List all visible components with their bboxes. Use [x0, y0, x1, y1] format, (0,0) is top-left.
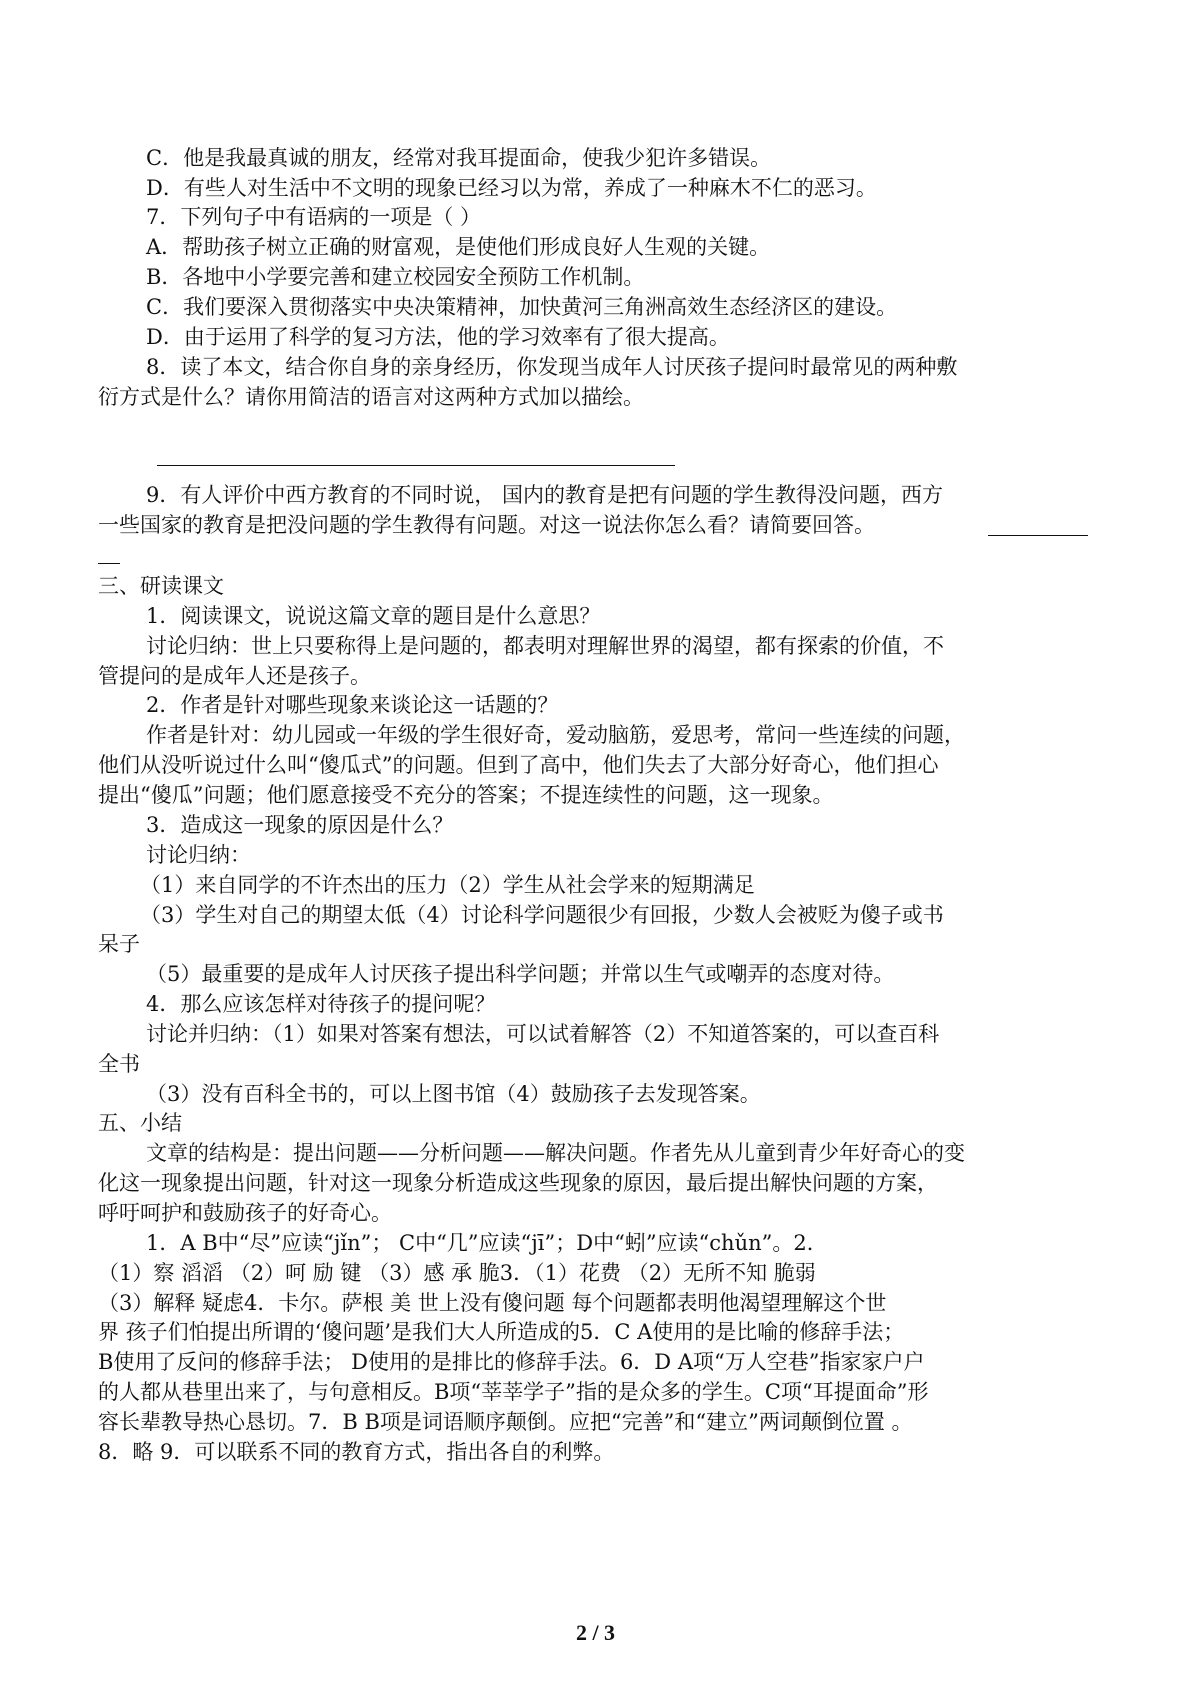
answer-blank-line-9-cont	[98, 563, 120, 564]
question-7: 7．下列句子中有语病的一项是（ ）	[146, 205, 482, 229]
q7-option-c: C．我们要深入贯彻落实中央决策精神，加快黄河三角洲高效生态经济区的建设。	[146, 295, 898, 319]
answer-key-line-7: 容长辈教导热心恳切。7．B B项是词语顺序颠倒。应把“完善”和“建立”两词颠倒位置 。	[98, 1410, 913, 1434]
section-heading-3: 三、研读课文	[98, 574, 224, 598]
question-8-cont: 衍方式是什么？请你用简洁的语言对这两种方式加以描绘。	[98, 385, 644, 409]
answer-blank-line-8	[157, 465, 675, 466]
option-c-line: C．他是我最真诚的朋友，经常对我耳提面命，使我少犯许多错误。	[146, 146, 772, 170]
answer-key-line-4: 界 孩子们怕提出所谓的‘傻问题’是我们大人所造成的5．C A使用的是比喻的修辞手法；	[98, 1320, 905, 1344]
answer-key-line-1: 1．A B中“尽”应读“jǐn”； C中“几”应读“jī”；D中“蚓”应读“chǔn”。2．	[146, 1231, 828, 1255]
q7-option-d: D．由于运用了科学的复习方法，他的学习效率有了很大提高。	[146, 325, 730, 349]
discussion-1-cont: 管提问的是成年人还是孩子。	[98, 664, 371, 688]
summary-line-2: 化这一现象提出问题，针对这一现象分析造成这些现象的原因，最后提出解快问题的方案，	[98, 1171, 938, 1195]
discussion-4-cont: 全书	[98, 1052, 140, 1076]
question-9-cont: 一些国家的教育是把没问题的学生教得有问题。对这一说法你怎么看？请简要回答。	[98, 513, 875, 537]
discussion-3-label: 讨论归纳：	[146, 843, 251, 867]
discussion-2: 作者是针对：幼儿园或一年级的学生很好奇，爱动脑筋，爱思考，常问一些连续的问题，	[146, 723, 965, 747]
page-number: 2 / 3	[575, 1620, 616, 1645]
answer-key-line-6: 的人都从巷里出来了，与句意相反。B项“莘莘学子”指的是众多的学生。C项“耳提面命”形	[98, 1380, 929, 1404]
answer-key-line-8: 8．略 9．可以联系不同的教育方式，指出各自的利弊。	[98, 1440, 615, 1464]
study-question-3: 3．造成这一现象的原因是什么？	[146, 813, 454, 837]
answer-key-line-2: （1）察 滔滔 （2）呵 励 键 （3）感 承 脆3．（1）花费 （2）无所不知 脆弱	[98, 1261, 816, 1285]
summary-line-3: 呼吁呵护和鼓励孩子的好奇心。	[98, 1201, 392, 1225]
reason-1-2: （1）来自同学的不许杰出的压力（2）学生从社会学来的短期满足	[140, 873, 755, 897]
discussion-2-cont: 他们从没听说过什么叫“傻瓜式”的问题。但到了高中，他们失去了大部分好奇心，他们担心	[98, 753, 939, 777]
q7-option-a: A．帮助孩子树立正确的财富观，是使他们形成良好人生观的关键。	[146, 235, 771, 259]
study-question-2: 2．作者是针对哪些现象来谈论这一话题的？	[146, 693, 559, 717]
reason-3-4: （3）学生对自己的期望太低（4）讨论科学问题很少有回报，少数人会被贬为傻子或书	[140, 903, 944, 927]
answer-blank-line-9	[988, 535, 1088, 536]
answer-key-line-3: （3）解释 疑虑4．卡尔。萨根 美 世上没有傻问题 每个问题都表明他渴望理解这个世	[98, 1291, 887, 1315]
answer-key-line-5: B使用了反问的修辞手法； D使用的是排比的修辞手法。6．D A项“万人空巷”指家家户户	[98, 1350, 925, 1374]
summary-line-1: 文章的结构是：提出问题——分析问题——解决问题。作者先从儿童到青少年好奇心的变	[146, 1141, 965, 1165]
question-8: 8．读了本文，结合你自身的亲身经历，你发现当成年人讨厌孩子提问时最常见的两种敷	[146, 355, 958, 379]
question-9: 9．有人评价中西方教育的不同时说， 国内的教育是把有问题的学生教得没问题，西方	[146, 483, 944, 507]
reason-3-4-cont: 呆子	[98, 932, 140, 956]
study-question-1: 1．阅读课文，说说这篇文章的题目是什么意思？	[146, 604, 601, 628]
discussion-4-cont2: （3）没有百科全书的，可以上图书馆（4）鼓励孩子去发现答案。	[146, 1082, 761, 1106]
reason-5: （5）最重要的是成年人讨厌孩子提出科学问题；并常以生气或嘲弄的态度对待。	[146, 962, 895, 986]
q7-option-b: B．各地中小学要完善和建立校园安全预防工作机制。	[146, 265, 645, 289]
discussion-4: 讨论并归纳：（1）如果对答案有想法，可以试着解答（2）不知道答案的，可以查百科	[146, 1022, 940, 1046]
section-heading-5: 五、小结	[98, 1111, 182, 1135]
discussion-2-cont2: 提出“傻瓜”问题；他们愿意接受不充分的答案；不提连续性的问题，这一现象。	[98, 783, 834, 807]
discussion-1: 讨论归纳：世上只要称得上是问题的，都表明对理解世界的渴望，都有探索的价值，不	[146, 634, 944, 658]
study-question-4: 4．那么应该怎样对待孩子的提问呢？	[146, 992, 496, 1016]
option-d-line: D．有些人对生活中不文明的现象已经习以为常，养成了一种麻木不仁的恶习。	[146, 176, 877, 200]
